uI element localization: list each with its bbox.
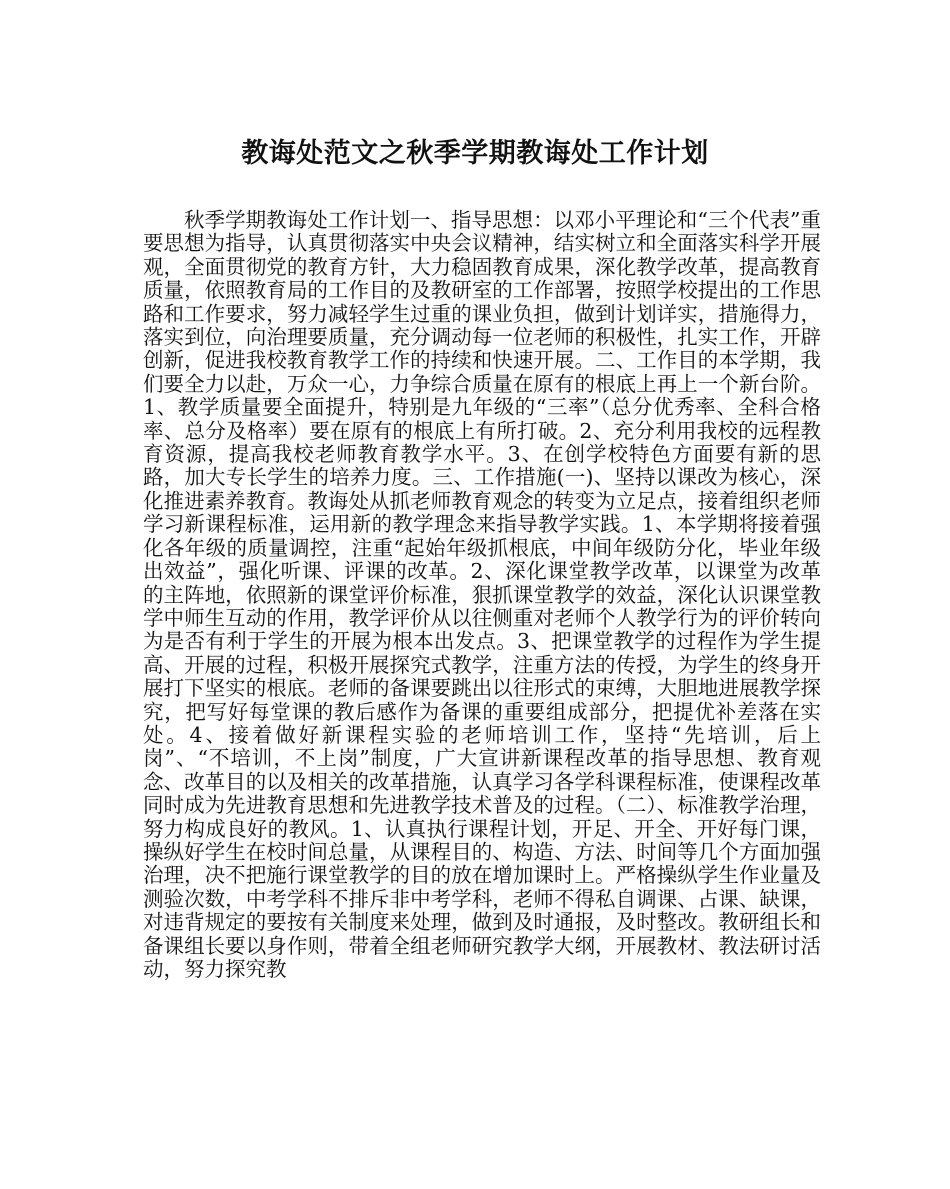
document-body-paragraph: 秋季学期教诲处工作计划一、指导思想：以邓小平理论和“三个代表”重要思想为指导，认真贯彻落实中央会议精神，结实树立和全面落实科学开展观，全面贯彻党的教育方针，大力稳固教育成果，深化教学改革，提高教育质量，依照教育局的工作目的及教研室的工作部署，按照学校提出的工作思路和工作要求，努力减轻学生过重的课业负担，做到计划详实，措施得力，落实到位，向治理要质量，充分调动每一位老师的积极性，扎实工作，开辟创新，促进我校教育教学工作的持续和快速开展。二、工作目的本学期，我们要全力以赴，万众一心，力争综合质量在原有的根底上再上一个新台阶。1、教学质量要全面提升，特别是九年级的“三率”（总分优秀率、全科合格率、总分及格率）要在原有的根底上有所打破。2、充分利用我校的远程教育资源，提高我校老师教育教学水平。3、在创学校特色方面要有新的思路，加大专长学生的培养力度。三、工作措施(一)、坚持以课改为核心，深化推进素养教育。教诲处从抓老师教育观念的转变为立足点，接着组织老师学习新课程标准，运用新的教学理念来指导教学实践。1、本学期将接着强化各年级的质量调控，注重“起始年级抓根底，中间年级防分化，毕业年级出效益”，强化听课、评课的改革。2、深化课堂教学改革，以课堂为改革的主阵地，依照新的课堂评价标准，狠抓课堂教学的效益，深化认识课堂教学中师生互动的作用，教学评价从以往侧重对老师个人教学行为的评价转向为是否有利于学生的开展为根本出发点。3、把课堂教学的过程作为学生提高、开展的过程，积极开展探究式教学，注重方法的传授，为学生的终身开展打下坚实的根底。老师的备课要跳出以往形式的束缚，大胆地进展教学探究，把写好每堂课的教后感作为备课的重要组成部分，把提优补差落在实处。4、接着做好新课程实验的老师培训工作，坚持“先培训，后上岗”、“不培训，不上岗”制度，广大宣讲新课程改革的指导思想、教育观念、改革目的以及相关的改革措施，认真学习各学科课程标准，使课程改革同时成为先进教育思想和先进教学技术普及的过程。（二）、标准教学治理，努力构成良好的教风。1、认真执行课程计划，开足、开全、开好每门课，操纵好学生在校时间总量，从课程目的、构造、方法、时间等几个方面加强治理，决不把施行课堂教学的目的放在增加课时上。严格操纵学生作业量及测验次数，中考学科不排斥非中考学科，老师不得私自调课、占课、缺课，对违背规定的要按有关制度来处理，做到及时通报，及时整改。教研组长和备课组长要以身作则，带着全组老师研究教学大纲，开展教材、教法研讨活动，努力探究教: [143, 208, 821, 981]
document-title: 教诲处范文之秋季学期教诲处工作计划: [241, 138, 709, 169]
